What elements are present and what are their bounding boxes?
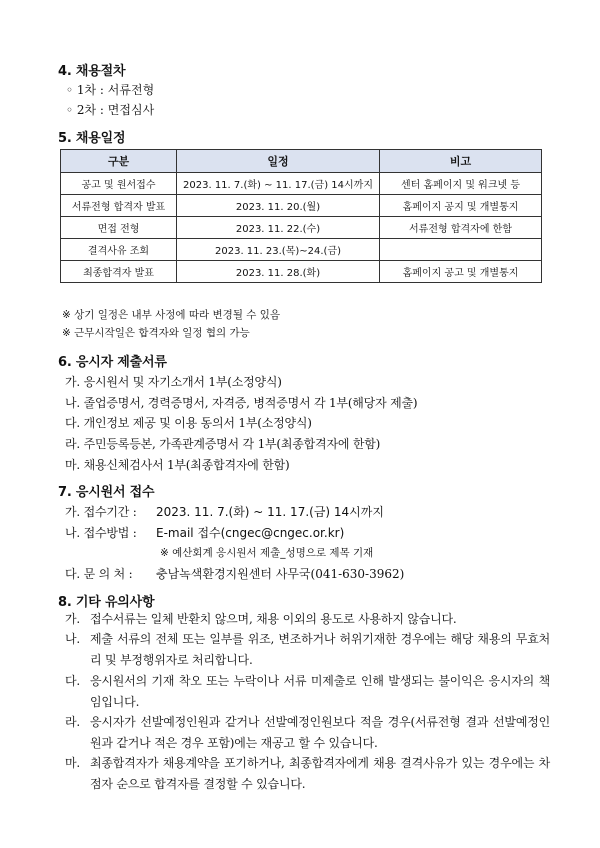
cell-remarks: 센터 홈페이지 및 워크넷 등 xyxy=(380,173,542,195)
header-remarks: 비고 xyxy=(380,150,542,173)
notice-mark: 나. xyxy=(65,632,81,646)
notice-mark: 라. xyxy=(65,715,81,729)
header-schedule: 일정 xyxy=(177,150,380,173)
notice-text: 접수서류는 일체 반환치 않으며, 채용 이외의 용도로 사용하지 않습니다. xyxy=(90,612,457,626)
document-item: 라. 주민등록등본, 가족관계증명서 각 1부(최종합격자에 한함) xyxy=(65,437,381,451)
document-item: 나. 졸업증명서, 경력증명서, 자격증, 병적증명서 각 1부(해당자 제출) xyxy=(65,396,418,410)
cell-category: 최종합격자 발표 xyxy=(61,261,177,283)
application-method-value: E-mail 접수(cngec@cngec.or.kr) xyxy=(156,526,345,540)
procedure-step-2: ◦ 2차 : 면접심사 xyxy=(66,103,155,117)
cell-schedule: 2023. 11. 22.(수) xyxy=(177,217,380,239)
cell-remarks: 홈페이지 공지 및 개별통지 xyxy=(380,195,542,217)
notice-mark: 마. xyxy=(65,756,81,770)
table-row xyxy=(61,239,542,261)
cell-remarks: 서류전형 합격자에 한함 xyxy=(380,217,542,239)
application-period-value: 2023. 11. 7.(화) ~ 11. 17.(금) 14시까지 xyxy=(156,505,384,519)
notice-text: 응시원서의 기재 착오 또는 누락이나 서류 미제출로 인해 발생되는 불이익은 응시자의 책임입니다. xyxy=(90,674,550,709)
cell-schedule: 2023. 11. 7.(화) ~ 11. 17.(금) 14시까지 xyxy=(177,173,380,195)
cell-schedule: 2023. 11. 20.(월) xyxy=(177,195,380,217)
notice-text: 응시자가 선발예정인원과 같거나 선발예정인원보다 적을 경우(서류전형 결과 선발예정인원과 같거나 적은 경우 포함)에는 재공고 할 수 있습니다. xyxy=(90,715,550,750)
cell-category: 서류전형 합격자 발표 xyxy=(61,195,177,217)
cell-remarks xyxy=(380,239,542,261)
table-row xyxy=(61,217,542,239)
cell-category: 면접 전형 xyxy=(61,217,177,239)
notice-text: 제출 서류의 전체 또는 일부를 위조, 변조하거나 허위기재한 경우에는 해당 채용의 무효처리 및 부정행위자로 처리합니다. xyxy=(90,632,550,667)
section-4-title: 4. 채용절차 xyxy=(58,64,126,79)
section-8-title: 8. 기타 유의사항 xyxy=(58,595,155,610)
section-5-title: 5. 채용일정 xyxy=(58,131,126,146)
document-item: 가. 응시원서 및 자기소개서 1부(소정양식) xyxy=(65,375,282,389)
notice-item xyxy=(65,671,550,713)
notice-item xyxy=(65,753,550,795)
notice-item xyxy=(65,712,550,754)
table-row xyxy=(61,173,542,195)
notice-item xyxy=(65,629,550,671)
notice-mark: 가. xyxy=(65,612,81,626)
section-7-title: 7. 응시원서 접수 xyxy=(58,485,155,500)
notice-mark: 다. xyxy=(65,674,81,688)
application-method-note: ※ 예산회계 응시원서 제출_성명으로 제목 기재 xyxy=(160,547,374,559)
cell-remarks: 홈페이지 공고 및 개별통지 xyxy=(380,261,542,283)
notice-item xyxy=(65,609,550,630)
application-period-label: 가. 접수기간 : xyxy=(65,505,137,519)
schedule-note-2: ※ 근무시작일은 합격자와 일정 협의 가능 xyxy=(62,327,250,339)
contact-label: 다. 문 의 처 : xyxy=(65,567,133,581)
schedule-table xyxy=(60,149,542,283)
notice-text: 최종합격자가 채용계약을 포기하거나, 최종합격자에게 채용 결격사유가 있는 경우에는 차점자 순으로 합격자를 결정할 수 있습니다. xyxy=(90,756,550,791)
table-row xyxy=(61,261,542,283)
document-item: 다. 개인정보 제공 및 이용 동의서 1부(소정양식) xyxy=(65,416,312,430)
cell-schedule: 2023. 11. 28.(화) xyxy=(177,261,380,283)
procedure-step-1: ◦ 1차 : 서류전형 xyxy=(66,83,155,97)
document-item: 마. 채용신체검사서 1부(최종합격자에 한함) xyxy=(65,458,290,472)
table-row xyxy=(61,195,542,217)
cell-schedule: 2023. 11. 23.(목)~24.(금) xyxy=(177,239,380,261)
schedule-note-1: ※ 상기 일정은 내부 사정에 따라 변경될 수 있음 xyxy=(62,309,281,321)
contact-value: 충남녹색환경지원센터 사무국(041-630-3962) xyxy=(156,567,405,581)
table-header-row xyxy=(61,150,542,173)
cell-category: 결격사유 조회 xyxy=(61,239,177,261)
cell-category: 공고 및 원서접수 xyxy=(61,173,177,195)
header-category: 구분 xyxy=(61,150,177,173)
section-6-title: 6. 응시자 제출서류 xyxy=(58,355,167,370)
application-method-label: 나. 접수방법 : xyxy=(65,526,137,540)
